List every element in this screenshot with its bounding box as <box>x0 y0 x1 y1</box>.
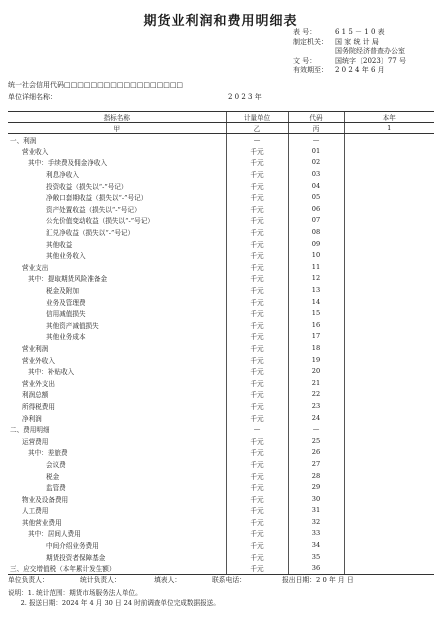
row-code: 05 <box>288 191 344 203</box>
row-unit: 千元 <box>226 238 288 250</box>
row-current-year-value[interactable] <box>344 226 434 238</box>
row-current-year-value[interactable] <box>344 238 434 250</box>
row-code: 24 <box>288 412 344 424</box>
row-code: 33 <box>288 528 344 540</box>
meta-key: 制定机关： <box>293 37 328 46</box>
meta-row <box>293 47 433 57</box>
row-code: 12 <box>288 273 344 285</box>
subheader-jia: 甲 <box>8 123 226 134</box>
row-code: 23 <box>288 400 344 412</box>
table-row <box>8 493 434 505</box>
row-indicator-name: 营业外收入 <box>22 356 55 365</box>
row-unit: 千元 <box>226 562 288 574</box>
row-unit: 千元 <box>226 319 288 331</box>
row-current-year-value[interactable] <box>344 180 434 192</box>
row-indicator-name: 营业支出 <box>22 263 49 272</box>
table-row <box>8 389 434 401</box>
row-current-year-value[interactable] <box>344 284 434 296</box>
unit-name-label: 单位详细名称： <box>8 93 57 101</box>
row-indicator-name: 其中：差旅费 <box>28 449 68 458</box>
row-indicator-name: 投资收益（损失以“-”号记） <box>46 182 128 191</box>
meta-value: 国 家 统 计 局 <box>335 37 379 46</box>
table-row <box>8 191 434 203</box>
row-current-year-value[interactable] <box>344 191 434 203</box>
row-indicator-name: 公允价值变动收益（损失以“-”号记） <box>46 217 154 226</box>
row-unit: 千元 <box>226 551 288 563</box>
row-indicator-name: 期货投资者保障基金 <box>46 553 106 562</box>
row-indicator-name: 其他业务成本 <box>46 333 86 342</box>
row-code: 14 <box>288 296 344 308</box>
notes-block <box>8 588 220 608</box>
row-unit: 千元 <box>226 307 288 319</box>
row-current-year-value[interactable] <box>344 447 434 459</box>
row-indicator-name: 其中：居间人费用 <box>28 530 81 539</box>
table-row <box>8 481 434 493</box>
meta-value: 6 1 5 － 1 0 表 <box>335 28 385 36</box>
row-indicator-name: 其中：手续费及佣金净收入 <box>28 159 108 168</box>
row-code: 19 <box>288 354 344 366</box>
note-line: 说明：1. 统计范围：期货市场服务法人单位。 <box>8 589 142 597</box>
row-indicator-name: 净利润 <box>22 414 42 423</box>
table-row <box>8 168 434 180</box>
table-row <box>8 435 434 447</box>
row-code: 18 <box>288 342 344 354</box>
row-unit: 千元 <box>226 493 288 505</box>
row-current-year-value[interactable] <box>344 528 434 540</box>
table-row <box>8 261 434 273</box>
meta-value: 国务院经济普查办公室 <box>335 47 405 55</box>
table-row <box>8 307 434 319</box>
row-current-year-value[interactable] <box>344 145 434 157</box>
table-row <box>8 354 434 366</box>
row-current-year-value[interactable] <box>344 134 434 146</box>
phone-label: 联系电话： <box>212 576 246 584</box>
row-current-year-value[interactable] <box>344 365 434 377</box>
row-current-year-value[interactable] <box>344 331 434 343</box>
form-meta-block <box>293 28 433 76</box>
table-row <box>8 423 434 435</box>
table-subheader-row <box>8 123 434 134</box>
row-code: 10 <box>288 249 344 261</box>
filler-label: 填表人： <box>154 576 182 584</box>
row-current-year-value[interactable] <box>344 354 434 366</box>
table-row <box>8 412 434 424</box>
page-title: 期货业利润和费用明细表 <box>143 14 298 29</box>
table-row <box>8 377 434 389</box>
row-indicator-name: 利息净收入 <box>46 171 79 180</box>
row-current-year-value[interactable] <box>344 296 434 308</box>
row-code: 25 <box>288 435 344 447</box>
table-row <box>8 447 434 459</box>
row-code: 34 <box>288 539 344 551</box>
row-unit: 千元 <box>226 435 288 447</box>
row-unit: 千元 <box>226 180 288 192</box>
row-indicator-name: 其中：补贴收入 <box>28 368 75 377</box>
row-code: 04 <box>288 180 344 192</box>
row-unit: 千元 <box>226 342 288 354</box>
row-current-year-value[interactable] <box>344 215 434 227</box>
row-unit: 千元 <box>226 412 288 424</box>
row-unit: 千元 <box>226 516 288 528</box>
row-indicator-name: 三、应交增值税（本年累计发生额） <box>8 562 226 574</box>
col-header-code: 代码 <box>288 112 344 123</box>
table-row <box>8 319 434 331</box>
row-unit: 千元 <box>226 145 288 157</box>
row-current-year-value[interactable] <box>344 539 434 551</box>
table-row <box>8 134 434 146</box>
meta-value: 2 0 2 4 年 6 月 <box>335 66 385 74</box>
row-code: 16 <box>288 319 344 331</box>
row-code: 27 <box>288 458 344 470</box>
row-code: 28 <box>288 470 344 482</box>
row-indicator-name: 营业利润 <box>22 344 49 353</box>
row-code: 13 <box>288 284 344 296</box>
row-indicator-name: 其他营业费用 <box>22 518 62 527</box>
row-code: 22 <box>288 389 344 401</box>
row-indicator-name: 其他收益 <box>46 240 73 249</box>
subheader-bing: 丙 <box>288 123 344 134</box>
row-unit: 千元 <box>226 470 288 482</box>
row-current-year-value[interactable] <box>344 342 434 354</box>
row-current-year-value[interactable] <box>344 389 434 401</box>
row-current-year-value[interactable] <box>344 458 434 470</box>
row-unit: 千元 <box>226 481 288 493</box>
row-current-year-value[interactable] <box>344 435 434 447</box>
row-unit: 千元 <box>226 539 288 551</box>
row-unit: 千元 <box>226 284 288 296</box>
meta-key <box>293 47 335 57</box>
row-code: 03 <box>288 168 344 180</box>
table-row <box>8 249 434 261</box>
meta-row <box>293 66 433 76</box>
row-current-year-value[interactable] <box>344 562 434 574</box>
table-row <box>8 342 434 354</box>
row-unit: 千元 <box>226 261 288 273</box>
row-indicator-name: 业务及管理费 <box>46 298 86 307</box>
row-current-year-value[interactable] <box>344 470 434 482</box>
subheader-yi: 乙 <box>226 123 288 134</box>
row-code: 02 <box>288 157 344 169</box>
row-code: 06 <box>288 203 344 215</box>
row-unit: 千元 <box>226 331 288 343</box>
row-unit: 千元 <box>226 157 288 169</box>
table-row <box>8 400 434 412</box>
row-unit: 千元 <box>226 354 288 366</box>
meta-key: 表 号： <box>293 28 317 36</box>
row-current-year-value[interactable] <box>344 516 434 528</box>
table-row <box>8 238 434 250</box>
table-row <box>8 215 434 227</box>
row-current-year-value[interactable] <box>344 273 434 285</box>
row-indicator-name: 会议费 <box>46 460 66 469</box>
row-indicator-name: 其他资产减值损失 <box>46 321 99 330</box>
table-row <box>8 528 434 540</box>
row-indicator-name: 税金 <box>46 472 60 481</box>
row-current-year-value[interactable] <box>344 307 434 319</box>
row-code: — <box>288 134 344 146</box>
row-indicator-name: 所得税费用 <box>22 402 55 411</box>
meta-key: 有效期至： <box>293 66 328 74</box>
table-row <box>8 470 434 482</box>
row-current-year-value[interactable] <box>344 249 434 261</box>
row-unit: 千元 <box>226 505 288 517</box>
stat-head-label: 统计负责人： <box>80 576 121 584</box>
table-row <box>8 562 434 574</box>
row-indicator-name: 其他业务收入 <box>46 252 86 261</box>
row-indicator-name: 税金及附加 <box>46 287 79 296</box>
table-header-row <box>8 112 434 123</box>
row-unit: 千元 <box>226 226 288 238</box>
unit-head-label: 单位负责人： <box>8 576 49 584</box>
row-indicator-name: 利润总额 <box>22 391 49 400</box>
row-code: 17 <box>288 331 344 343</box>
row-code: 09 <box>288 238 344 250</box>
meta-row <box>293 28 433 38</box>
row-code: 01 <box>288 145 344 157</box>
table-row <box>8 551 434 563</box>
table-row <box>8 226 434 238</box>
row-current-year-value[interactable] <box>344 400 434 412</box>
table-row <box>8 203 434 215</box>
row-indicator-name: 信用减值损失 <box>46 310 86 319</box>
row-current-year-value[interactable] <box>344 493 434 505</box>
row-unit: 千元 <box>226 458 288 470</box>
row-current-year-value[interactable] <box>344 505 434 517</box>
row-indicator-name: 二、费用明细 <box>10 426 50 435</box>
row-unit: 千元 <box>226 447 288 459</box>
note-line: 2. 报送日期：2024 年 4 月 30 日 24 时前调查单位完成数据报送。 <box>8 599 220 607</box>
table-row <box>8 296 434 308</box>
row-indicator-name: 营业收入 <box>22 147 49 156</box>
table-row <box>8 273 434 285</box>
row-unit: 千元 <box>226 365 288 377</box>
row-indicator-name: 净敞口套期收益（损失以“-”号记） <box>46 194 148 203</box>
table-row <box>8 505 434 517</box>
row-code: 29 <box>288 481 344 493</box>
col-header-unit: 计量单位 <box>226 112 288 123</box>
meta-key: 文 号： <box>293 56 317 65</box>
row-code: 35 <box>288 551 344 563</box>
row-indicator-name: 物业及设备费用 <box>22 495 69 504</box>
report-year: 2 0 2 3 年 <box>228 93 262 101</box>
table-row <box>8 331 434 343</box>
meta-row <box>293 57 433 67</box>
row-unit: 千元 <box>226 528 288 540</box>
row-current-year-value[interactable] <box>344 319 434 331</box>
row-code: 26 <box>288 447 344 459</box>
table-row <box>8 365 434 377</box>
table-row <box>8 157 434 169</box>
row-code: 36 <box>288 562 344 574</box>
row-code: 20 <box>288 365 344 377</box>
row-current-year-value[interactable] <box>344 481 434 493</box>
row-code: 32 <box>288 516 344 528</box>
table-row <box>8 284 434 296</box>
row-code: 30 <box>288 493 344 505</box>
row-unit: 千元 <box>226 168 288 180</box>
table-row <box>8 539 434 551</box>
row-code: 11 <box>288 261 344 273</box>
signature-footer <box>8 574 434 584</box>
row-current-year-value[interactable] <box>344 423 434 435</box>
row-current-year-value[interactable] <box>344 261 434 273</box>
row-code: 15 <box>288 307 344 319</box>
row-unit: — <box>226 423 288 435</box>
row-code: — <box>288 423 344 435</box>
credit-code-label: 统一社会信用代码□□□□□□□□□□□□□□□□□□ <box>8 81 184 89</box>
row-code: 21 <box>288 377 344 389</box>
row-indicator-name: 一、利润 <box>10 136 37 145</box>
row-indicator-name: 中间介绍业务费用 <box>46 542 99 551</box>
row-unit: 千元 <box>226 203 288 215</box>
row-unit: 千元 <box>226 377 288 389</box>
row-unit: 千元 <box>226 191 288 203</box>
row-indicator-name: 监管费 <box>46 484 66 493</box>
report-date-label: 报出日期：2 0 年 月 日 <box>282 576 354 584</box>
data-table <box>8 111 434 575</box>
row-unit: 千元 <box>226 296 288 308</box>
row-current-year-value[interactable] <box>344 377 434 389</box>
row-code: 07 <box>288 215 344 227</box>
row-unit: 千元 <box>226 389 288 401</box>
table-row <box>8 145 434 157</box>
row-current-year-value[interactable] <box>344 203 434 215</box>
meta-value: 国统字〔2023〕77 号 <box>335 56 406 65</box>
col-header-current-year: 本年 <box>344 112 434 123</box>
row-indicator-name: 营业外支出 <box>22 379 55 388</box>
row-indicator-name: 人工费用 <box>22 507 49 516</box>
row-unit: 千元 <box>226 273 288 285</box>
row-indicator-name: 其中：提取期货风险准备金 <box>28 275 108 284</box>
col-header-name: 指标名称 <box>8 112 226 123</box>
row-current-year-value[interactable] <box>344 412 434 424</box>
row-code: 08 <box>288 226 344 238</box>
row-unit: 千元 <box>226 400 288 412</box>
row-current-year-value[interactable] <box>344 551 434 563</box>
row-indicator-name: 汇兑净收益（损失以“-”号记） <box>46 229 135 238</box>
row-unit: — <box>226 134 288 146</box>
row-unit: 千元 <box>226 215 288 227</box>
row-current-year-value[interactable] <box>344 157 434 169</box>
table-row <box>8 516 434 528</box>
table-row <box>8 458 434 470</box>
table-row <box>8 180 434 192</box>
meta-row <box>293 38 433 48</box>
row-code: 31 <box>288 505 344 517</box>
row-indicator-name: 运营费用 <box>22 437 49 446</box>
subheader-1: 1 <box>344 123 434 134</box>
row-current-year-value[interactable] <box>344 168 434 180</box>
row-indicator-name: 资产处置收益（损失以“-”号记） <box>46 205 141 214</box>
row-unit: 千元 <box>226 249 288 261</box>
